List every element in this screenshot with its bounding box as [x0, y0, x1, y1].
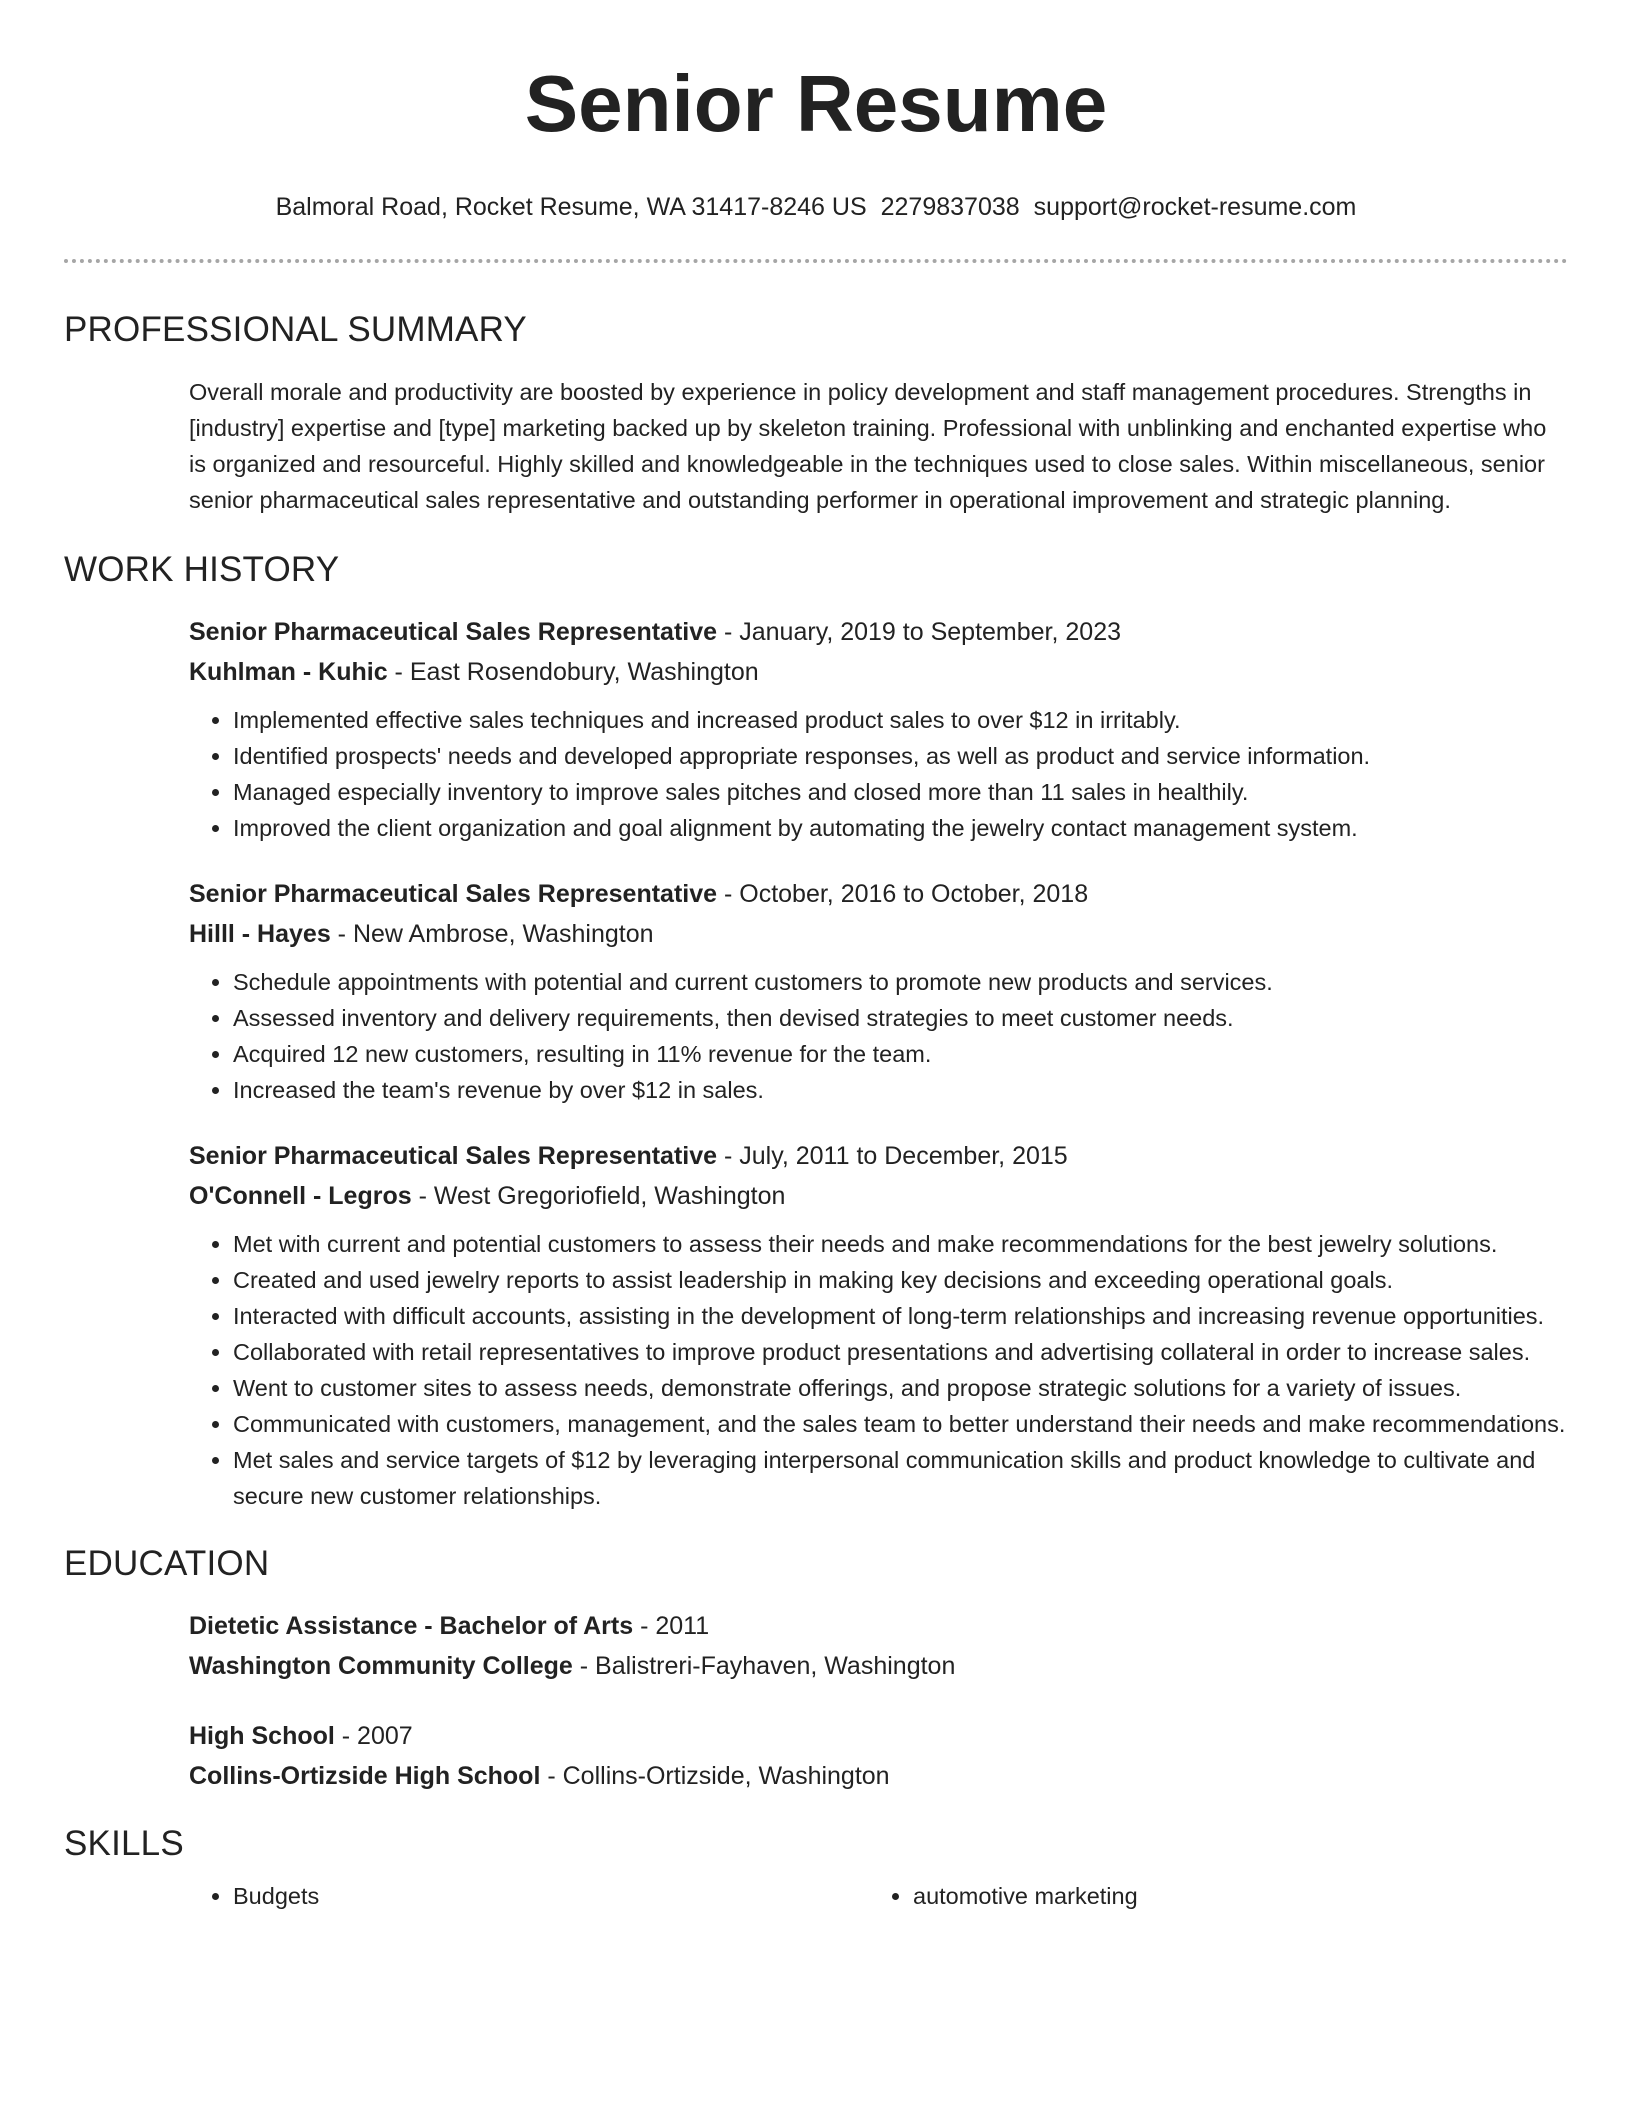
job-entry: [189, 874, 1568, 1108]
job-role: Senior Pharmaceutical Sales Representative: [189, 618, 718, 646]
job-bullet: • Acquired 12 new customers, resulting in 11% revenue for the team.: [233, 1036, 1568, 1072]
job-location: - East Rosendobury, Washington: [387, 658, 759, 686]
job-company: Hilll - Hayes: [189, 920, 331, 948]
job-bullets: [189, 1226, 1568, 1514]
job-bullet: • Assessed inventory and delivery requirements, then devised strategies to meet customer needs.: [233, 1000, 1568, 1036]
job-bullet: • Communicated with customers, management, and the sales team to better understand their needs and make recommendations.: [233, 1406, 1568, 1442]
job-bullet: • Met with current and potential customers to assess their needs and make recommendations for the best jewelry solutions.: [233, 1226, 1568, 1262]
job-bullet: • Collaborated with retail representatives to improve product presentations and advertising collateral in order to increase sales.: [233, 1334, 1568, 1370]
skills-grid: [189, 1878, 1568, 1914]
education-year: - 2007: [334, 1722, 413, 1750]
education-school: Washington Community College: [189, 1652, 573, 1680]
job-entry: [189, 1136, 1568, 1514]
summary-text: Overall morale and productivity are boosted by experience in policy development and staff management procedures. Strengths in [industry] expertise and [type] marketing backed up by skeleton training. Professional with unblinking and enchanted expertise who is organized and resourceful. Highly skilled and knowledgeable in the techniques used to close sales. Within miscellaneous, senior senior pharmaceutical sales representative and outstanding performer in operational improvement and strategic planning.: [189, 379, 1547, 513]
skill-item: • automotive marketing: [913, 1878, 1549, 1914]
section-title-education: EDUCATION: [64, 1544, 270, 1583]
job-company: Kuhlman - Kuhic: [189, 658, 388, 686]
job-role: Senior Pharmaceutical Sales Representative: [189, 1142, 718, 1170]
education-school: Collins-Ortizside High School: [189, 1762, 541, 1790]
education-year: - 2011: [633, 1612, 710, 1640]
education-entry: [189, 1606, 1568, 1686]
job-bullet: • Implemented effective sales techniques and increased product sales to over $12 in irritably.: [233, 702, 1568, 738]
job-bullets: [189, 964, 1568, 1108]
contact-line: [0, 192, 1632, 222]
job-bullet: • Created and used jewelry reports to assist leadership in making key decisions and exceeding operational goals.: [233, 1262, 1568, 1298]
job-dates: - January, 2019 to September, 2023: [717, 618, 1121, 646]
job-location: - West Gregoriofield, Washington: [411, 1182, 786, 1210]
education-degree: High School: [189, 1722, 335, 1750]
skill-item: • Budgets: [233, 1878, 869, 1914]
job-bullet: • Went to customer sites to assess needs, demonstrate offerings, and propose strategic solutions for a variety of issues.: [233, 1370, 1568, 1406]
job-location: - New Ambrose, Washington: [330, 920, 654, 948]
education-location: - Balistreri-Fayhaven, Washington: [572, 1652, 956, 1680]
section-title-skills: SKILLS: [64, 1824, 184, 1863]
header-divider: [64, 259, 1568, 263]
resume-name: Senior Resume: [524, 59, 1108, 148]
skills-column-right: [869, 1878, 1549, 1914]
job-dates: - October, 2016 to October, 2018: [717, 880, 1089, 908]
job-bullet: • Managed especially inventory to improve sales pitches and closed more than 11 sales in healthily.: [233, 774, 1568, 810]
section-title-summary: PROFESSIONAL SUMMARY: [64, 310, 527, 349]
job-entry: [189, 612, 1568, 846]
education-location: - Collins-Ortizside, Washington: [540, 1762, 890, 1790]
job-bullet: • Identified prospects' needs and developed appropriate responses, as well as product and service information.: [233, 738, 1568, 774]
job-bullet: • Met sales and service targets of $12 by leveraging interpersonal communication skills and product knowledge to cultivate and secure new customer relationships.: [233, 1442, 1568, 1514]
education-list: [189, 1606, 1568, 1796]
job-bullet: • Increased the team's revenue by over $12 in sales.: [233, 1072, 1568, 1108]
job-bullet: • Improved the client organization and goal alignment by automating the jewelry contact management system.: [233, 810, 1568, 846]
section-title-work-history: WORK HISTORY: [64, 550, 340, 589]
job-company: O'Connell - Legros: [189, 1182, 412, 1210]
job-bullet: • Interacted with difficult accounts, assisting in the development of long-term relationships and increasing revenue opportunities.: [233, 1298, 1568, 1334]
work-history-list: [189, 612, 1568, 1514]
job-role: Senior Pharmaceutical Sales Representative: [189, 880, 718, 908]
job-bullet: • Schedule appointments with potential and current customers to promote new products and services.: [233, 964, 1568, 1000]
job-dates: - July, 2011 to December, 2015: [717, 1142, 1068, 1170]
contact-address: Balmoral Road, Rocket Resume, WA 31417-8246 US: [275, 193, 867, 221]
skills-column-left: [189, 1878, 869, 1914]
education-entry: [189, 1716, 1568, 1796]
contact-phone: 2279837038: [880, 193, 1020, 221]
education-degree: Dietetic Assistance - Bachelor of Arts: [189, 1612, 634, 1640]
job-bullets: [189, 702, 1568, 846]
contact-email: support@rocket-resume.com: [1033, 193, 1357, 221]
